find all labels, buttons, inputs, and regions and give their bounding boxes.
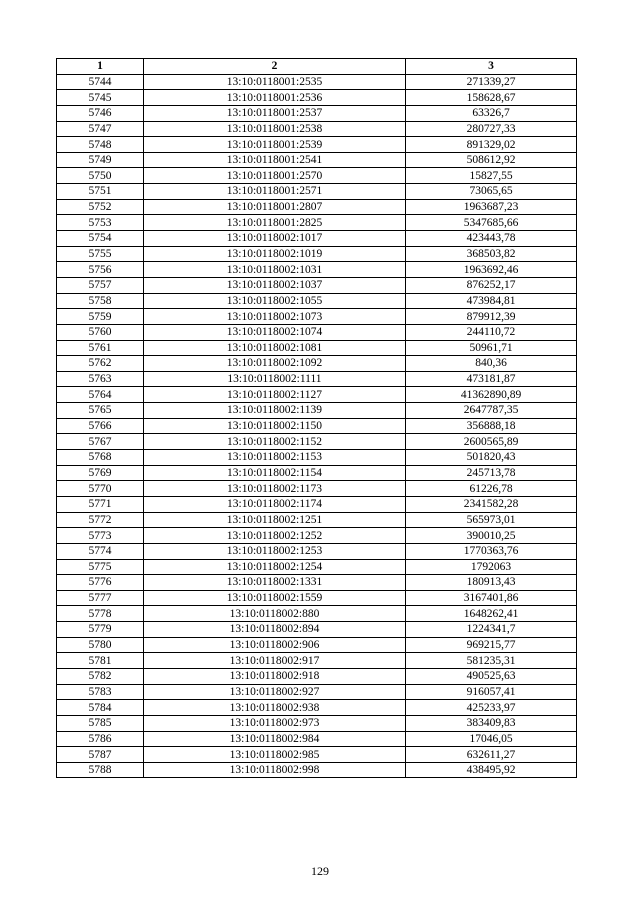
cadastral-number-cell: 13:10:0118002:1174 xyxy=(144,496,406,512)
table-row xyxy=(57,450,577,466)
table-row xyxy=(57,622,577,638)
cadastral-number-cell: 13:10:0118002:1253 xyxy=(144,543,406,559)
row-number-cell: 5747 xyxy=(57,121,144,137)
value-cell: 969215,77 xyxy=(406,637,577,653)
row-number-cell: 5756 xyxy=(57,262,144,278)
cadastral-number-cell: 13:10:0118001:2825 xyxy=(144,215,406,231)
table-row xyxy=(57,403,577,419)
table-row xyxy=(57,590,577,606)
cadastral-number-cell: 13:10:0118002:984 xyxy=(144,731,406,747)
value-cell: 425233,97 xyxy=(406,700,577,716)
table-row xyxy=(57,105,577,121)
table-row xyxy=(57,684,577,700)
cadastral-number-cell: 13:10:0118002:1055 xyxy=(144,293,406,309)
value-cell: 180913,43 xyxy=(406,575,577,591)
value-cell: 50961,71 xyxy=(406,340,577,356)
header-row xyxy=(57,59,577,75)
table-row xyxy=(57,137,577,153)
table-row xyxy=(57,121,577,137)
cadastral-number-cell: 13:10:0118001:2537 xyxy=(144,105,406,121)
row-number-cell: 5781 xyxy=(57,653,144,669)
table-row xyxy=(57,262,577,278)
cadastral-number-cell: 13:10:0118002:1331 xyxy=(144,575,406,591)
table-row xyxy=(57,152,577,168)
value-cell: 15827,55 xyxy=(406,168,577,184)
row-number-cell: 5769 xyxy=(57,465,144,481)
row-number-cell: 5762 xyxy=(57,356,144,372)
value-cell: 2600565,89 xyxy=(406,434,577,450)
table-row xyxy=(57,528,577,544)
value-cell: 390010,25 xyxy=(406,528,577,544)
table-row xyxy=(57,356,577,372)
row-number-cell: 5783 xyxy=(57,684,144,700)
value-cell: 61226,78 xyxy=(406,481,577,497)
value-cell: 581235,31 xyxy=(406,653,577,669)
table-row xyxy=(57,324,577,340)
cadastral-number-cell: 13:10:0118002:1139 xyxy=(144,403,406,419)
value-cell: 280727,33 xyxy=(406,121,577,137)
cadastral-number-cell: 13:10:0118002:985 xyxy=(144,747,406,763)
table-row xyxy=(57,637,577,653)
value-cell: 1963692,46 xyxy=(406,262,577,278)
value-cell: 423443,78 xyxy=(406,231,577,247)
cadastral-number-cell: 13:10:0118001:2535 xyxy=(144,74,406,90)
table-row xyxy=(57,496,577,512)
row-number-cell: 5745 xyxy=(57,90,144,106)
table-row xyxy=(57,653,577,669)
cadastral-number-cell: 13:10:0118002:1153 xyxy=(144,450,406,466)
cadastral-number-cell: 13:10:0118002:917 xyxy=(144,653,406,669)
row-number-cell: 5761 xyxy=(57,340,144,356)
table-row xyxy=(57,606,577,622)
value-cell: 632611,27 xyxy=(406,747,577,763)
row-number-cell: 5788 xyxy=(57,762,144,778)
value-cell: 356888,18 xyxy=(406,418,577,434)
row-number-cell: 5767 xyxy=(57,434,144,450)
cadastral-number-cell: 13:10:0118001:2538 xyxy=(144,121,406,137)
cadastral-number-cell: 13:10:0118001:2807 xyxy=(144,199,406,215)
value-cell: 368503,82 xyxy=(406,246,577,262)
table-row xyxy=(57,512,577,528)
cadastral-number-cell: 13:10:0118002:1017 xyxy=(144,231,406,247)
row-number-cell: 5768 xyxy=(57,450,144,466)
table-row xyxy=(57,715,577,731)
cadastral-number-cell: 13:10:0118001:2536 xyxy=(144,90,406,106)
value-cell: 473984,81 xyxy=(406,293,577,309)
cadastral-number-cell: 13:10:0118002:880 xyxy=(144,606,406,622)
row-number-cell: 5753 xyxy=(57,215,144,231)
row-number-cell: 5772 xyxy=(57,512,144,528)
value-cell: 271339,27 xyxy=(406,74,577,90)
value-cell: 245713,78 xyxy=(406,465,577,481)
value-cell: 473181,87 xyxy=(406,371,577,387)
table-row xyxy=(57,199,577,215)
row-number-cell: 5780 xyxy=(57,637,144,653)
value-cell: 891329,02 xyxy=(406,137,577,153)
row-number-cell: 5766 xyxy=(57,418,144,434)
value-cell: 1648262,41 xyxy=(406,606,577,622)
row-number-cell: 5751 xyxy=(57,184,144,200)
table-row xyxy=(57,465,577,481)
table-row xyxy=(57,246,577,262)
cadastral-number-cell: 13:10:0118002:973 xyxy=(144,715,406,731)
row-number-cell: 5759 xyxy=(57,309,144,325)
row-number-cell: 5748 xyxy=(57,137,144,153)
table-row xyxy=(57,481,577,497)
value-cell: 2647787,35 xyxy=(406,403,577,419)
row-number-cell: 5787 xyxy=(57,747,144,763)
value-cell: 501820,43 xyxy=(406,450,577,466)
value-cell: 876252,17 xyxy=(406,277,577,293)
row-number-cell: 5779 xyxy=(57,622,144,638)
table-row xyxy=(57,559,577,575)
table-row xyxy=(57,731,577,747)
cadastral-number-cell: 13:10:0118001:2571 xyxy=(144,184,406,200)
cadastral-number-cell: 13:10:0118002:1559 xyxy=(144,590,406,606)
row-number-cell: 5757 xyxy=(57,277,144,293)
row-number-cell: 5749 xyxy=(57,152,144,168)
table-row xyxy=(57,434,577,450)
cadastral-number-cell: 13:10:0118002:1019 xyxy=(144,246,406,262)
cadastral-number-cell: 13:10:0118002:1154 xyxy=(144,465,406,481)
column-header-2: 2 xyxy=(144,59,406,75)
cadastral-number-cell: 13:10:0118002:1092 xyxy=(144,356,406,372)
table-row xyxy=(57,215,577,231)
row-number-cell: 5755 xyxy=(57,246,144,262)
cadastral-number-cell: 13:10:0118002:894 xyxy=(144,622,406,638)
cadastral-number-cell: 13:10:0118002:906 xyxy=(144,637,406,653)
value-cell: 63326,7 xyxy=(406,105,577,121)
row-number-cell: 5786 xyxy=(57,731,144,747)
cadastral-number-cell: 13:10:0118001:2541 xyxy=(144,152,406,168)
value-cell: 17046,05 xyxy=(406,731,577,747)
table-row xyxy=(57,700,577,716)
value-cell: 2341582,28 xyxy=(406,496,577,512)
value-cell: 438495,92 xyxy=(406,762,577,778)
row-number-cell: 5770 xyxy=(57,481,144,497)
table-row xyxy=(57,543,577,559)
row-number-cell: 5777 xyxy=(57,590,144,606)
row-number-cell: 5758 xyxy=(57,293,144,309)
table-row xyxy=(57,277,577,293)
value-cell: 41362890,89 xyxy=(406,387,577,403)
row-number-cell: 5760 xyxy=(57,324,144,340)
row-number-cell: 5750 xyxy=(57,168,144,184)
cadastral-number-cell: 13:10:0118002:1074 xyxy=(144,324,406,340)
cadastral-number-cell: 13:10:0118002:1081 xyxy=(144,340,406,356)
value-cell: 565973,01 xyxy=(406,512,577,528)
row-number-cell: 5764 xyxy=(57,387,144,403)
table-row xyxy=(57,184,577,200)
value-cell: 879912,39 xyxy=(406,309,577,325)
value-cell: 73065,65 xyxy=(406,184,577,200)
value-cell: 1792063 xyxy=(406,559,577,575)
value-cell: 3167401,86 xyxy=(406,590,577,606)
row-number-cell: 5773 xyxy=(57,528,144,544)
value-cell: 1963687,23 xyxy=(406,199,577,215)
table-row xyxy=(57,90,577,106)
cadastral-number-cell: 13:10:0118002:1127 xyxy=(144,387,406,403)
row-number-cell: 5776 xyxy=(57,575,144,591)
value-cell: 1770363,76 xyxy=(406,543,577,559)
data-table xyxy=(56,58,577,778)
cadastral-number-cell: 13:10:0118001:2570 xyxy=(144,168,406,184)
cadastral-number-cell: 13:10:0118002:1251 xyxy=(144,512,406,528)
value-cell: 840,36 xyxy=(406,356,577,372)
table-row xyxy=(57,387,577,403)
column-header-3: 3 xyxy=(406,59,577,75)
row-number-cell: 5774 xyxy=(57,543,144,559)
table-row xyxy=(57,418,577,434)
cadastral-number-cell: 13:10:0118002:927 xyxy=(144,684,406,700)
value-cell: 916057,41 xyxy=(406,684,577,700)
table-row xyxy=(57,231,577,247)
table-row xyxy=(57,575,577,591)
table-row xyxy=(57,74,577,90)
row-number-cell: 5771 xyxy=(57,496,144,512)
row-number-cell: 5785 xyxy=(57,715,144,731)
cadastral-number-cell: 13:10:0118002:1150 xyxy=(144,418,406,434)
row-number-cell: 5784 xyxy=(57,700,144,716)
row-number-cell: 5765 xyxy=(57,403,144,419)
column-header-1: 1 xyxy=(57,59,144,75)
cadastral-number-cell: 13:10:0118002:1173 xyxy=(144,481,406,497)
row-number-cell: 5782 xyxy=(57,668,144,684)
table-row xyxy=(57,309,577,325)
cadastral-number-cell: 13:10:0118002:1111 xyxy=(144,371,406,387)
page-number: 129 xyxy=(311,864,329,878)
table-row xyxy=(57,168,577,184)
cadastral-number-cell: 13:10:0118002:1252 xyxy=(144,528,406,544)
row-number-cell: 5744 xyxy=(57,74,144,90)
row-number-cell: 5778 xyxy=(57,606,144,622)
row-number-cell: 5763 xyxy=(57,371,144,387)
cadastral-number-cell: 13:10:0118002:1037 xyxy=(144,277,406,293)
table-body xyxy=(57,74,577,778)
row-number-cell: 5754 xyxy=(57,231,144,247)
table-row xyxy=(57,293,577,309)
value-cell: 1224341,7 xyxy=(406,622,577,638)
row-number-cell: 5746 xyxy=(57,105,144,121)
cadastral-number-cell: 13:10:0118002:1031 xyxy=(144,262,406,278)
table-row xyxy=(57,747,577,763)
value-cell: 5347685,66 xyxy=(406,215,577,231)
cadastral-number-cell: 13:10:0118002:1152 xyxy=(144,434,406,450)
cadastral-number-cell: 13:10:0118002:918 xyxy=(144,668,406,684)
table-row xyxy=(57,340,577,356)
cadastral-number-cell: 13:10:0118002:938 xyxy=(144,700,406,716)
cadastral-number-cell: 13:10:0118002:998 xyxy=(144,762,406,778)
cadastral-number-cell: 13:10:0118002:1073 xyxy=(144,309,406,325)
value-cell: 490525,63 xyxy=(406,668,577,684)
table-row xyxy=(57,668,577,684)
row-number-cell: 5752 xyxy=(57,199,144,215)
table-row xyxy=(57,762,577,778)
value-cell: 158628,67 xyxy=(406,90,577,106)
table-row xyxy=(57,371,577,387)
value-cell: 383409,83 xyxy=(406,715,577,731)
cadastral-number-cell: 13:10:0118002:1254 xyxy=(144,559,406,575)
row-number-cell: 5775 xyxy=(57,559,144,575)
value-cell: 244110,72 xyxy=(406,324,577,340)
cadastral-number-cell: 13:10:0118001:2539 xyxy=(144,137,406,153)
table-header xyxy=(57,59,577,75)
value-cell: 508612,92 xyxy=(406,152,577,168)
